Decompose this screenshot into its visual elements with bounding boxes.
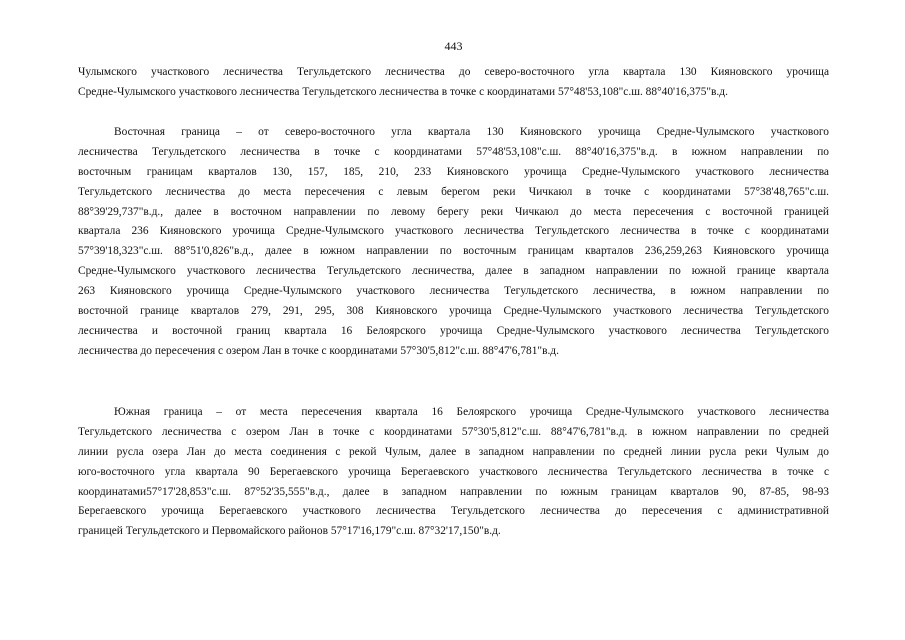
text-line: Средне-Чулымского участкового лесничества Тегульдетского лесничества в точке с координатами 57°48'53,108"с.ш. 88°40'16,375"в.д. xyxy=(78,85,728,98)
text-line: Южная граница – от места пересечения квартала 16 Белоярского урочища Средне-Чулымского участкового лесничества xyxy=(114,406,829,418)
text-line: Восточная граница – от северо-восточного угла квартала 130 Кияновского урочища Средне-Чулымского участкового xyxy=(114,126,829,138)
text-line: границей Тегульдетского и Первомайского районов 57°17'16,179"с.ш. 87°32'17,150"в.д. xyxy=(78,525,501,538)
text-line: координатами57°17'28,853"с.ш. 87°52'35,555"в.д., далее в западном направлении по южным границам кварталов 90, 87-85, 98-93 xyxy=(78,485,829,498)
paragraph-east-boundary xyxy=(78,123,829,362)
paragraph-south-boundary xyxy=(78,403,829,542)
text-line: Берегаевского урочища Берегаевского участкового лесничества Тегульдетского лесничества до пересечения с административной xyxy=(78,505,829,518)
text-line: линии русла озера Лан до места соединения с рекой Чулым, далее в западном направлении по средней линии русла реки Чулым до xyxy=(78,445,829,458)
paragraph-north-boundary-end xyxy=(78,63,829,103)
text-line: Средне-Чулымского участкового лесничества Тегульдетского лесничества, далее в западном направлении по южной границе квартала xyxy=(78,265,829,278)
text-line: 263 Кияновского урочища Средне-Чулымского участкового лесничества Тегульдетского лесничества, в южном направлении по xyxy=(78,285,829,298)
text-line: лесничества и восточной границ квартала 16 Белоярского урочища Средне-Чулымского участкового лесничества Тегульдетского xyxy=(78,324,829,337)
text-line: 57°39'18,323"с.ш. 88°51'0,826"в.д., далее в южном направлении по восточным границам кварталов 236,259,263 Кияновского урочища xyxy=(78,245,829,258)
text-line: восточным границам кварталов 130, 157, 185, 210, 233 Кияновского урочища Средне-Чулымского участкового лесничества xyxy=(78,165,829,178)
text-line: Тегульдетского лесничества с озером Лан в точке с координатами 57°30'5,812"с.ш. 88°47'6,781"в.д. в южном направлении по средней xyxy=(78,425,829,438)
text-line: восточной границе кварталов 279, 291, 295, 308 Кияновского урочища Средне-Чулымского участкового лесничества Тегульдетского xyxy=(78,305,829,318)
text-line: Тегульдетского лесничества до места пересечения с левым берегом реки Чичкаюл в точке с координатами 57°38'48,765"с.ш. xyxy=(78,185,829,198)
page-number: 443 xyxy=(444,39,463,53)
text-line: 88°39'29,737"в.д., далее в восточном направлении по левому берегу реки Чичкаюл до места пересечения с восточной границей xyxy=(78,205,829,218)
text-line: юго-восточного угла квартала 90 Берегаевского урочища Берегаевского участкового лесничества Тегульдетского лесничества в точке с xyxy=(78,465,829,478)
text-line: лесничества Тегульдетского лесничества в точке с координатами 57°48'53,108"с.ш. 88°40'16,375"в.д. в южном направлении по xyxy=(78,145,829,158)
text-line: квартала 236 Кияновского урочища Средне-Чулымского участкового лесничества Тегульдетского лесничества в точке с координатами xyxy=(78,225,829,238)
text-line: Чулымского участкового лесничества Тегульдетского лесничества до северо-восточного угла квартала 130 Кияновского урочища xyxy=(78,66,829,78)
text-line: лесничества до пересечения с озером Лан в точке с координатами 57°30'5,812"с.ш. 88°47'6,781"в.д. xyxy=(78,344,559,357)
